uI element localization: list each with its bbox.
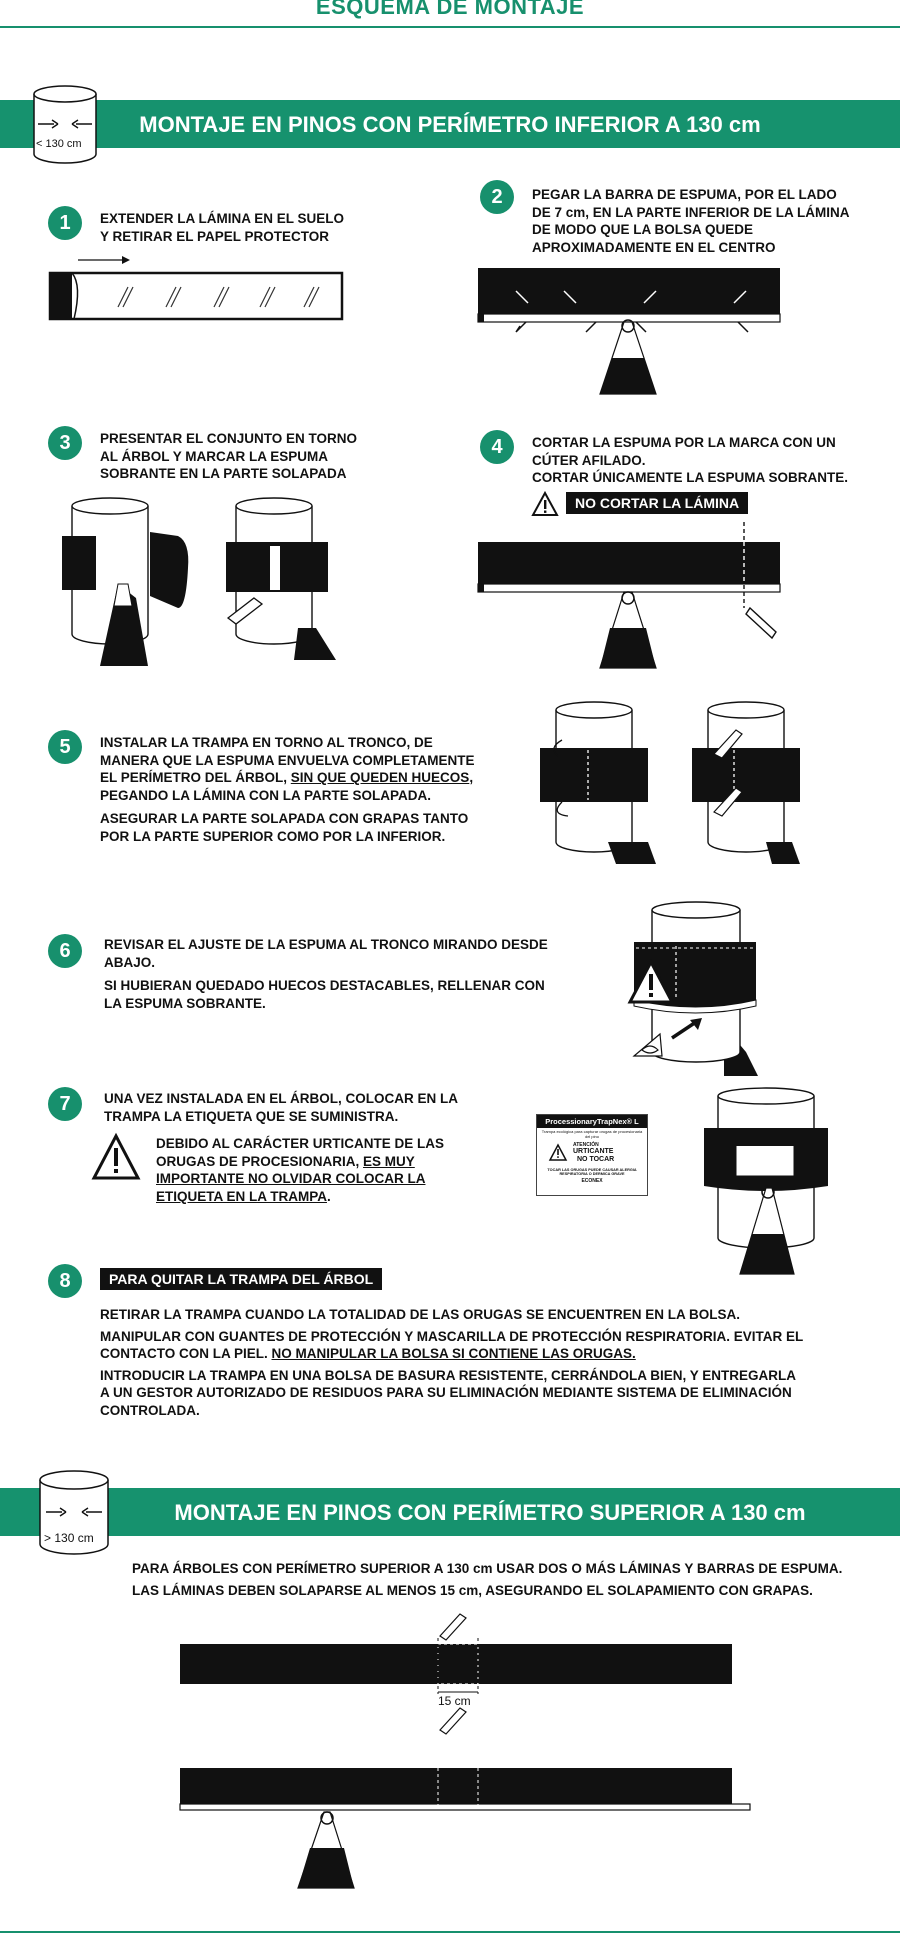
step-4-text: CORTAR LA ESPUMA POR LA MARCA CON UN CÚTER AFILADO. CORTAR ÚNICAMENTE LA ESPUMA SOBRANTE. [532,435,848,485]
step-3-text: PRESENTAR EL CONJUNTO EN TORNO AL ÁRBOL Y MARCAR LA ESPUMA SOBRANTE EN LA PARTE SOLAPADA [100,431,358,481]
label-card-no-tocar: NO TOCAR [577,1156,615,1163]
step-2-illustration [476,266,786,402]
warning-icon [532,492,558,516]
step-4-warning-label: NO CORTAR LA LÁMINA [566,492,748,514]
step-2-text: PEGAR LA BARRA DE ESPUMA, POR EL LADO DE 7 cm, EN LA PARTE INFERIOR DE LA LÁMINA DE MODO QUE LA BOLSA QUEDE APROXIMADAMENTE EN EL CENTRO [532,187,850,255]
step-6-text: REVISAR EL AJUSTE DE LA ESPUMA AL TRONCO MIRANDO DESDE ABAJO. SI HUBIERAN QUEDADO HUECOS DESTACABLES, RELLENAR CON LA ESPUMA SOBRANTE. [104,937,548,1011]
step-1-number: 1 [48,206,82,240]
step-8-number: 8 [48,1264,82,1298]
trunk-small-icon [32,84,98,168]
label-card-header: ProcessionaryTrapNex® L [537,1115,647,1128]
section1-icon-label: < 130 cm [36,138,82,150]
step-7-illustration [700,1088,830,1278]
label-card-urticante: URTICANTE [573,1148,614,1155]
document-title: ESQUEMA DE MONTAJE [315,0,585,19]
warning-label-card [536,1114,648,1196]
warning-icon [628,960,674,1004]
step-1-illustration [48,255,348,325]
label-card-subtitle: Trampa ecológica para capturar orugas de procesionaria del pino [541,1129,643,1139]
overlap-measure-label: 15 cm [438,1694,471,1708]
section2-banner [0,1488,900,1536]
step-4-illustration [476,520,786,672]
step-8-text: RETIRAR LA TRAMPA CUANDO LA TOTALIDAD DE LAS ORUGAS SE ENCUENTREN EN LA BOLSA. MANIPULAR CON GUANTES DE PROTECCIÓN Y MASCARILLA DE PROTECCIÓN RESPIRATORIA. EVITAR EL CONTACTO CON LA PIEL. NO MANIPULAR LA BOLSA SI CONTIENE LAS ORUGAS. INTRODUCIR LA TRAMPA EN UNA BOLSA DE BASURA RESISTENTE, CERRÁNDOLA BIEN, Y ENTREGARLA A UN GESTOR AUTORIZADO DE RESIDUOS PARA SU ELIMINACIÓN MEDIANTE SISTEMA DE ELIMINACIÓN CONTROLADA. [100,1307,804,1418]
label-card-atencion: ATENCIÓN [573,1142,599,1148]
section2-illustration [178,1608,758,1894]
step-1-text: EXTENDER LA LÁMINA EN EL SUELO Y RETIRAR EL PAPEL PROTECTOR [100,211,345,244]
bottom-rule [0,1931,900,1933]
title-rule [0,26,900,28]
step-7-warning-text: DEBIDO AL CARÁCTER URTICANTE DE LAS ORUGAS DE PROCESIONARIA, ES MUY IMPORTANTE NO OLVIDAR COLOCAR LA ETIQUETA EN LA TRAMPA. [156,1136,445,1204]
step-7-number: 7 [48,1087,82,1121]
step-5-illustration [538,702,858,864]
label-card-footer: TOCAR LAS ORUGAS PUEDE CAUSAR ALERGIA RESPIRATORIA O DERMICA GRAVE [547,1168,637,1176]
step-5-text: INSTALAR LA TRAMPA EN TORNO AL TRONCO, DE MANERA QUE LA ESPUMA ENVUELVA COMPLETAMENTE EL PERÍMETRO DEL ÁRBOL, SIN QUE QUEDEN HUECOS, PEGANDO LA LÁMINA CON LA PARTE SOLAPADA. ASEGURAR LA PARTE SOLAPADA CON GRAPAS TANTO POR LA PARTE SUPERIOR COMO POR LA INFERIOR. [100,735,475,844]
step-4-number: 4 [480,430,514,464]
step-6-number: 6 [48,934,82,968]
section1-banner [0,100,900,148]
section2-text: PARA ÁRBOLES CON PERÍMETRO SUPERIOR A 130 cm USAR DOS O MÁS LÁMINAS Y BARRAS DE ESPUMA. LAS LÁMINAS DEBEN SOLAPARSE AL MENOS 15 cm, ASEGURANDO EL SOLAPAMIENTO CON GRAPAS. [132,1561,843,1598]
step-8-label: PARA QUITAR LA TRAMPA DEL ÁRBOL [100,1268,382,1290]
warning-icon [549,1144,567,1161]
step-5-number: 5 [48,730,82,764]
section1-title: MONTAJE EN PINOS CON PERÍMETRO INFERIOR A 130 cm [139,112,761,137]
label-card-brand: ECONEX [581,1178,603,1184]
step-2-number: 2 [480,180,514,214]
section2-icon-label: > 130 cm [44,1531,94,1545]
warning-icon [92,1134,140,1180]
step-7-text: UNA VEZ INSTALADA EN EL ÁRBOL, COLOCAR EN LA TRAMPA LA ETIQUETA QUE SE SUMINISTRA. [104,1091,458,1124]
step-3-illustration [58,498,348,670]
eye-view-icon [632,1016,712,1064]
step-3-number: 3 [48,426,82,460]
section2-title: MONTAJE EN PINOS CON PERÍMETRO SUPERIOR A 130 cm [174,1500,806,1525]
